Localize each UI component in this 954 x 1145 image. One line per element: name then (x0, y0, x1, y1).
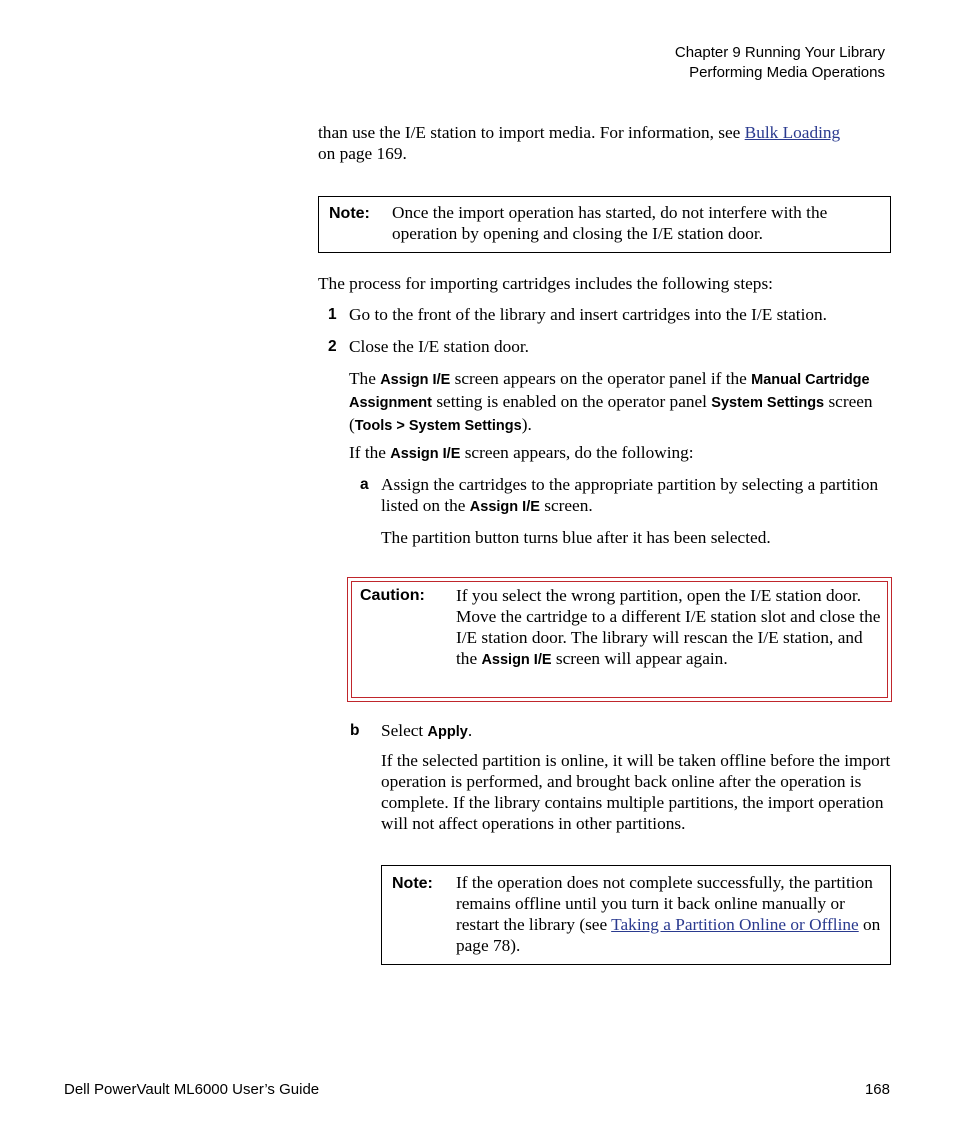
page-number: 168 (864, 1081, 890, 1098)
intro-paragraph: than use the I/E station to import media. For information, see Bulk Loading on page 169. (318, 123, 841, 163)
note-text: If the operation does not complete successfully, the partition remains offline until you turn it back online manually or restart the library (see Taking a Partition Online or Offline on page 78). (456, 873, 881, 955)
section-title: Performing Media Operations (689, 64, 885, 81)
if-assign-paragraph: If the Assign I/E screen appears, do the following: (349, 443, 694, 462)
ui-term: Tools > System Settings (354, 418, 522, 434)
substep-letter: b (350, 722, 360, 739)
ui-term: Manual Cartridge Assignment (349, 372, 870, 411)
caution-box (347, 577, 892, 702)
ui-term: Apply (427, 724, 468, 740)
substep-letter: a (360, 476, 369, 493)
bulk-loading-link[interactable]: Bulk Loading (744, 123, 841, 142)
caution-label: Caution: (360, 587, 425, 604)
chapter-title: Chapter 9 Running Your Library (674, 44, 885, 61)
note-box-import (318, 196, 891, 253)
taking-partition-online-offline-link[interactable]: Taking a Partition Online or Offline (611, 915, 859, 934)
substep-a-followup: The partition button turns blue after it has been selected. (381, 528, 771, 547)
ui-term: Assign I/E (390, 446, 461, 462)
running-header (675, 43, 885, 83)
process-intro: The process for importing cartridges includes the following steps: (318, 274, 773, 293)
note-label: Note: (329, 205, 370, 222)
ui-term: Assign I/E (481, 652, 552, 668)
note-box-offline (381, 865, 891, 965)
caution-content (348, 578, 891, 701)
substep-a-text: Assign the cartridges to the appropriate partition by selecting a partition listed on the Assign I/E screen. (381, 475, 879, 515)
note-text: Once the import operation has started, do not interfere with the operation by opening and closing the I/E station door. (392, 203, 828, 243)
note-label: Note: (392, 875, 433, 892)
step-2-text: Close the I/E station door. (349, 337, 529, 356)
ui-term: System Settings (711, 395, 825, 411)
substep-b-text: Select Apply. (381, 721, 473, 740)
step-number: 1 (328, 306, 337, 323)
footer-title: Dell PowerVault ML6000 User’s Guide (64, 1081, 320, 1098)
caution-text: If you select the wrong partition, open the I/E station door. Move the cartridge to a different I/E station slot and close the I/E station door. The library will rescan the I/E station, and the Assign I/E screen will appear again. (456, 586, 881, 668)
ui-term: Assign I/E (469, 499, 540, 515)
step-number: 2 (328, 338, 337, 355)
ui-term: Assign I/E (380, 372, 451, 388)
substep-b-followup: If the selected partition is online, it will be taken offline before the import operation is performed, and brought back online after the operation is complete. If the library contains multiple partitions, the import operation will not affect operations in other partitions. (381, 751, 891, 833)
assign-screen-paragraph: The Assign I/E screen appears on the operator panel if the Manual Cartridge Assignment setting is enabled on the operator panel System Settings screen (Tools > System Settings). (349, 369, 873, 434)
step-1-text: Go to the front of the library and insert cartridges into the I/E station. (349, 305, 827, 324)
